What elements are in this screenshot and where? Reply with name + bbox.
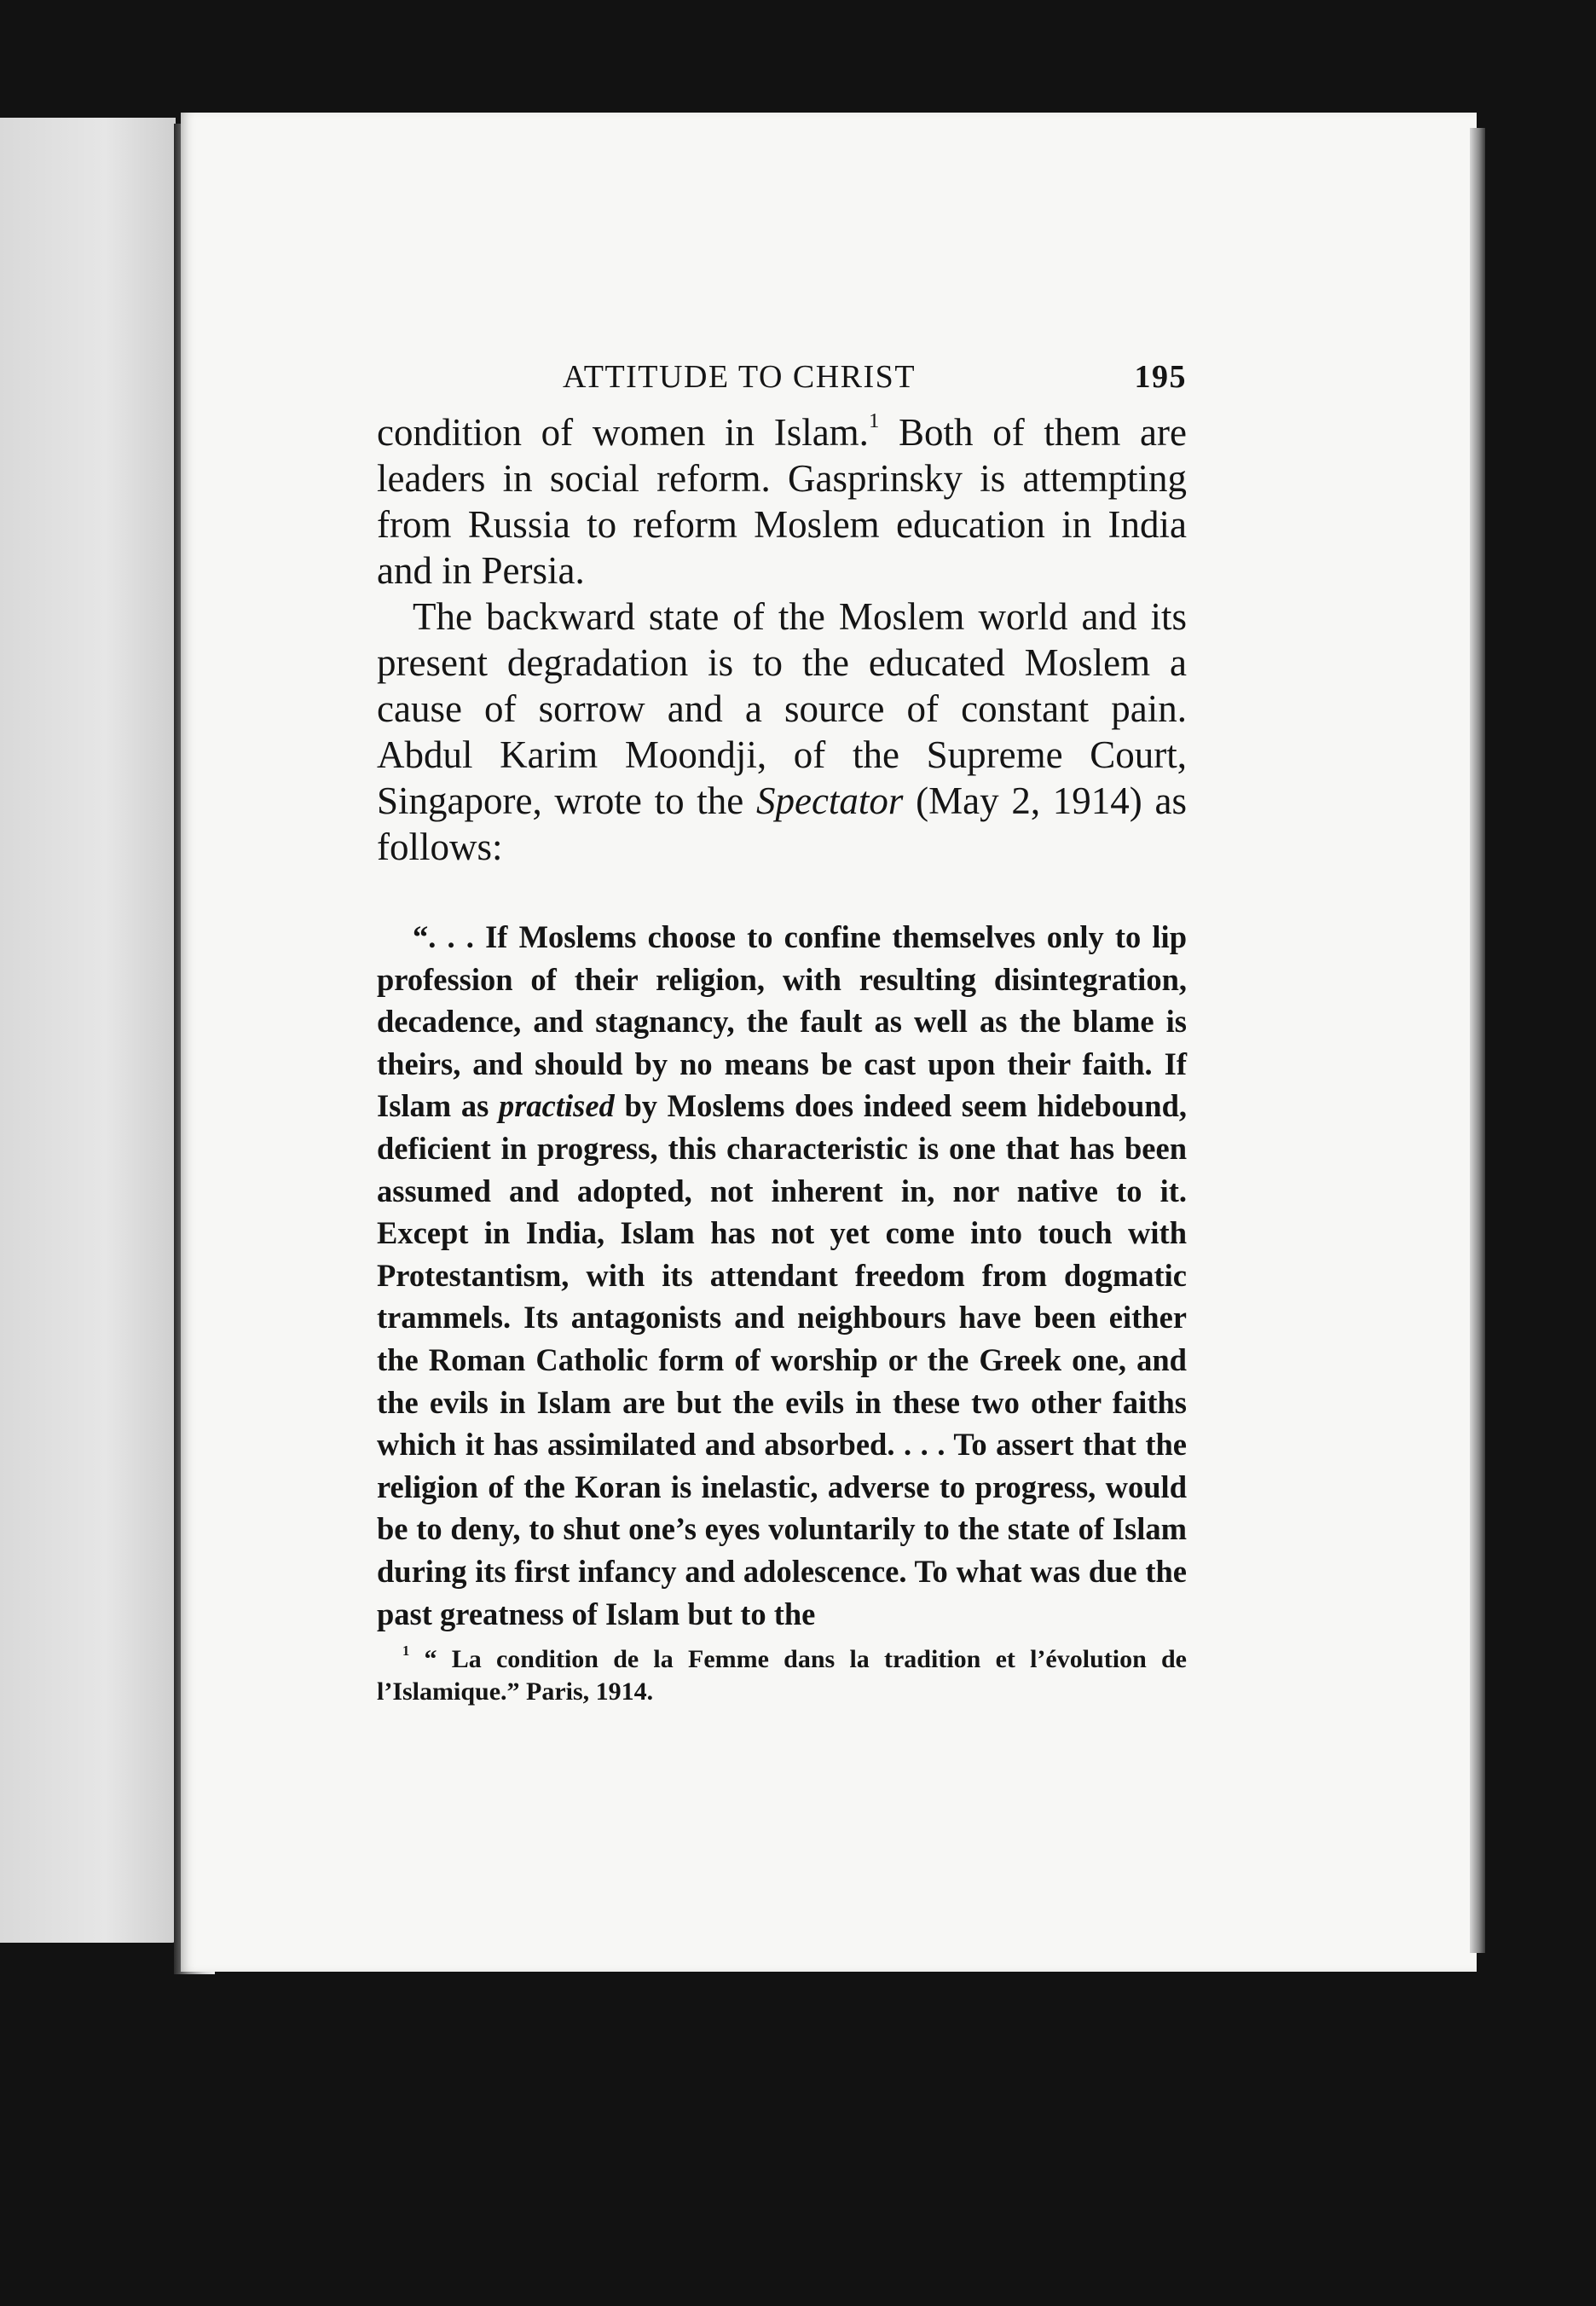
paragraph-2-text-a: The backward state of the Moslem world and its present degradation is to the educated Moslem a cause of sorrow and a source of constant pain. Abdul Karim Moondji, of the Supreme Court, Singapore, wrote to the [377, 595, 1187, 822]
paragraph-1-text-a: condition of women in Islam. [377, 411, 869, 454]
quote-text-a: “. . . If Moslems choose to confine themselves only to lip profession of their religion, with resulting disintegration, decadence, and stagnancy, the fault as well as the blame is theirs, and should by no means be cast upon their faith. If Islam as [377, 919, 1187, 1124]
block-quote [377, 916, 1187, 1635]
running-title: ATTITUDE TO CHRIST [563, 359, 917, 395]
paragraph-2-text-b: (May 2, 1914) as follows: [377, 779, 1187, 868]
footnote-text: “ La condition de la Femme dans la tradition et l’évolution de l’Islamique.” Paris, 1914. [377, 1645, 1187, 1706]
spectator-title: Spectator [755, 779, 904, 822]
footnote [377, 1643, 1187, 1708]
quote-italic-word: practised [498, 1088, 615, 1124]
left-page-edge [0, 118, 176, 1943]
page-fore-edge [1470, 128, 1485, 1953]
paragraph-2 [377, 594, 1187, 870]
section-spacer [377, 870, 1187, 916]
footnote-marker: 1 [402, 1642, 410, 1659]
paragraph-1-text-b: Both of them are leaders in social reform. Gasprinsky is attempting from Russia to reform Moslem education in India and in Persia. [377, 411, 1187, 592]
quote-text-b: by Moslems does indeed seem hidebound, deficient in progress, this characteristic is one that has been assumed and adopted, not inherent in, nor native to it. Except in India, Islam has not yet come into touch with Protestantism, with its attendant freedom from dogmatic trammels. Its antagonists and neighbours have been either the Roman Catholic form of worship or the Greek one, and the evils in Islam are but the evils in these two other faiths which it has assimilated and absorbed. . . . To assert that the religion of the Koran is inelastic, adverse to progress, would be to deny, to shut one’s eyes voluntarily to the state of Islam during its first infancy and adolescence. To what was due the past greatness of Islam but to the [377, 1088, 1187, 1631]
footnote-reference: 1 [868, 409, 880, 433]
page-number: 195 [1134, 359, 1187, 395]
paragraph-1 [377, 409, 1187, 594]
running-head [377, 358, 1187, 409]
page-text-block [377, 358, 1187, 1734]
